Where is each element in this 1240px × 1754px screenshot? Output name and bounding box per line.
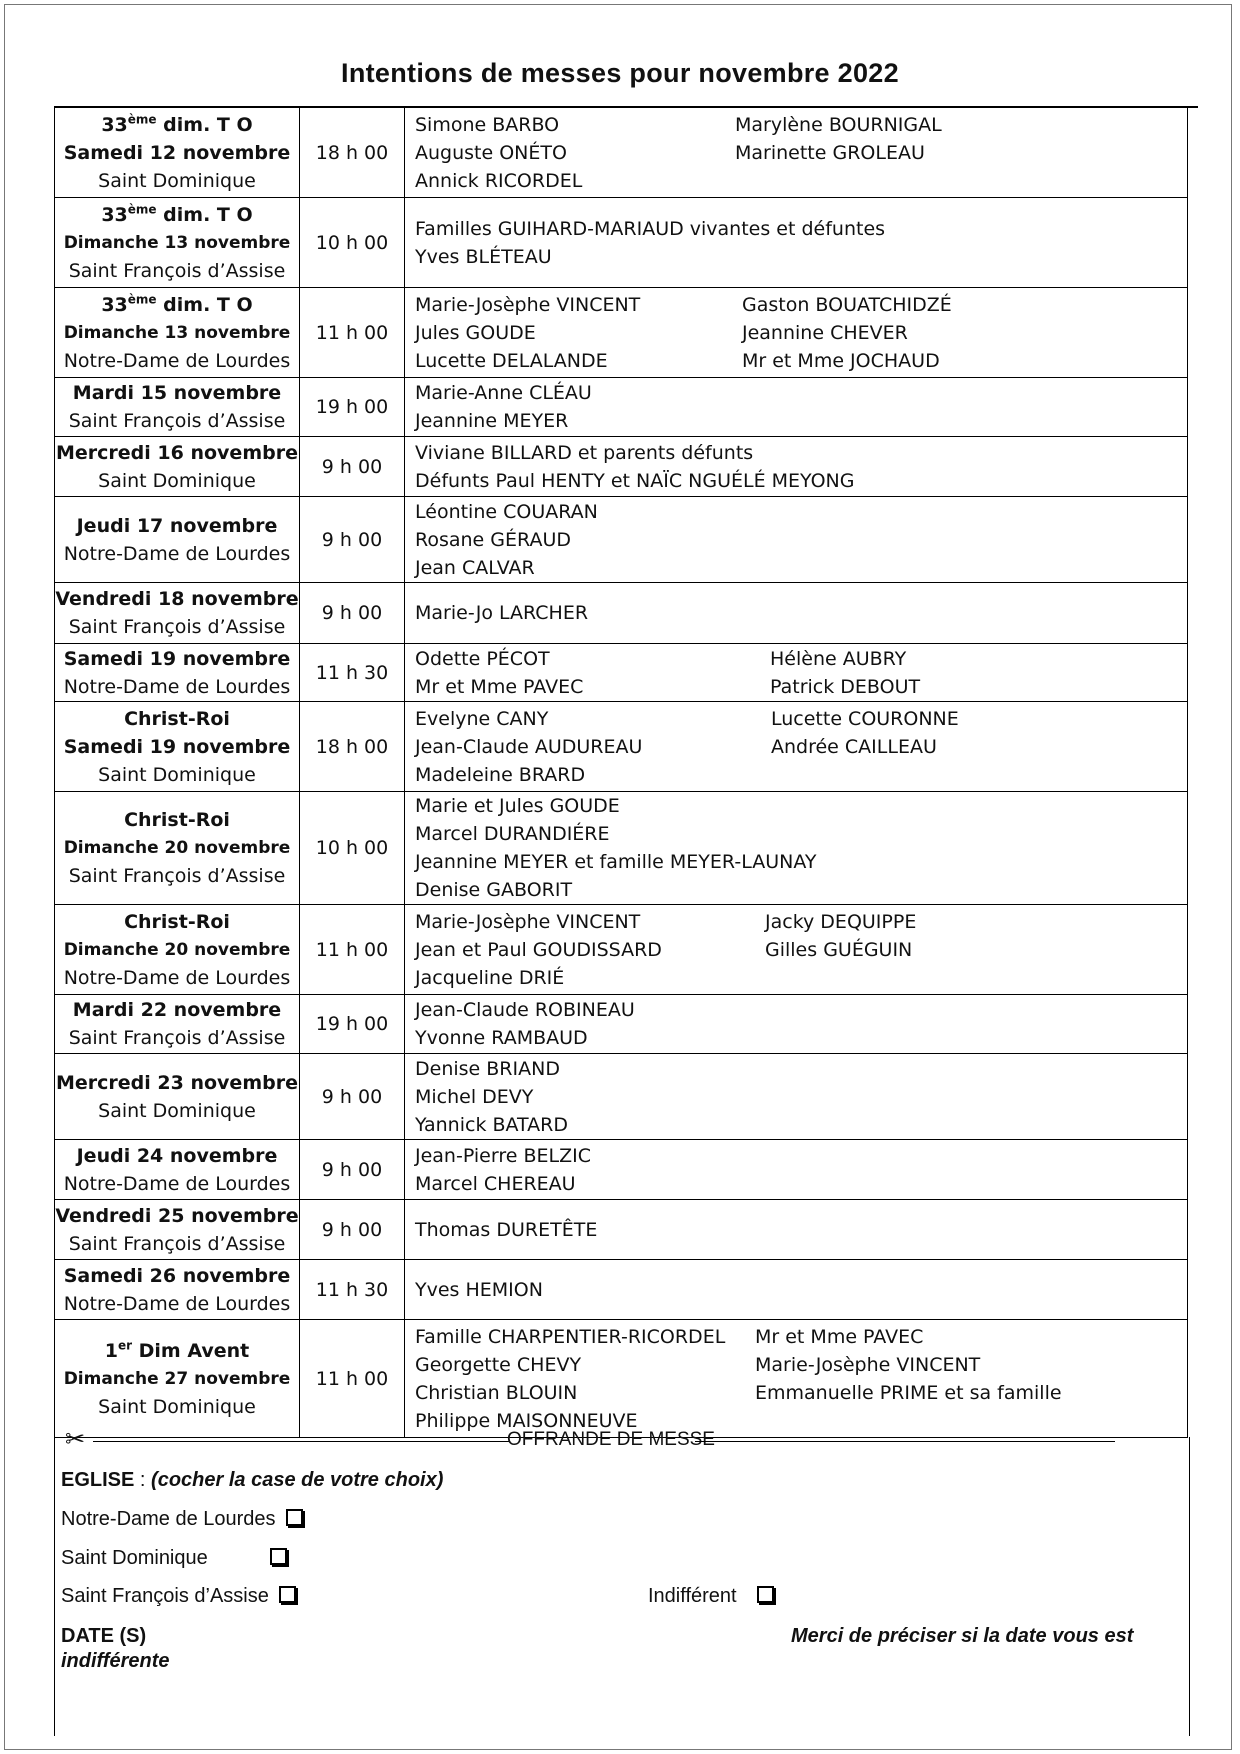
celebration-cell bbox=[55, 1320, 300, 1438]
intentions-cell bbox=[405, 792, 1188, 905]
liturgical-title-rest: dim. T O bbox=[156, 113, 253, 136]
celebration-cell bbox=[55, 995, 300, 1054]
church-name: Saint Dominique bbox=[98, 469, 256, 492]
mass-time: 11 h 00 bbox=[300, 288, 405, 378]
liturgical-title-main: 33 bbox=[101, 113, 128, 136]
intention-name: Jeannine CHEVER bbox=[742, 321, 908, 344]
intention-name: Lucette DELALANDE bbox=[415, 349, 608, 372]
schedule-row bbox=[55, 583, 1188, 644]
mass-date: Dimanche 20 novembre bbox=[63, 838, 291, 858]
intentions-cell bbox=[405, 644, 1188, 702]
intention-name: Marie-Jo LARCHER bbox=[415, 602, 589, 624]
option-label: Saint François d’Assise bbox=[61, 1585, 269, 1607]
option-notre-dame[interactable] bbox=[61, 1508, 303, 1531]
intention-name: Jacky DEQUIPPE bbox=[765, 910, 917, 933]
intentions-left-column bbox=[415, 1055, 568, 1139]
liturgical-title-sup: ème bbox=[127, 202, 157, 217]
intention-name: Jean et Paul GOUDISSARD bbox=[415, 938, 662, 961]
offering-heading: OFFRANDE DE MESSE bbox=[507, 1429, 715, 1450]
schedule-row bbox=[55, 792, 1188, 905]
mass-time: 19 h 00 bbox=[300, 378, 405, 437]
intentions-left-column bbox=[415, 498, 598, 582]
mass-date: Samedi 19 novembre bbox=[63, 647, 291, 670]
option-saint-francois[interactable] bbox=[61, 1585, 296, 1608]
church-label-line bbox=[61, 1469, 443, 1492]
celebration-cell bbox=[55, 198, 300, 288]
mass-date: Dimanche 13 novembre bbox=[63, 322, 291, 343]
intentions-cell bbox=[405, 702, 1188, 792]
intention-name: Georgette CHEVY bbox=[415, 1353, 582, 1376]
intention-names bbox=[415, 705, 1187, 789]
celebration-cell bbox=[55, 1260, 300, 1320]
intentions-cell bbox=[405, 1054, 1188, 1140]
intention-name: Marcel DURANDIÉRE bbox=[415, 823, 610, 845]
church-name: Notre-Dame de Lourdes bbox=[63, 1172, 291, 1195]
intention-name: Jean-Pierre BELZIC bbox=[415, 1144, 591, 1167]
church-name: Saint Dominique bbox=[98, 169, 256, 192]
liturgical-title-main: Christ-Roi bbox=[124, 707, 230, 730]
intention-names bbox=[415, 215, 1187, 271]
celebration-cell bbox=[55, 378, 300, 437]
celebration-cell bbox=[55, 288, 300, 378]
date-note: Merci de préciser si la date vous est bbox=[791, 1625, 1134, 1647]
intentions-right-column bbox=[771, 705, 959, 789]
schedule-row bbox=[55, 1320, 1188, 1438]
intentions-cell bbox=[405, 1260, 1188, 1320]
intention-name: Hélène AUBRY bbox=[770, 647, 907, 670]
intentions-left-column bbox=[415, 645, 770, 701]
mass-time: 10 h 00 bbox=[300, 198, 405, 288]
intentions-left-column bbox=[415, 996, 635, 1052]
intentions-left-column bbox=[415, 1323, 755, 1435]
liturgical-title bbox=[55, 908, 299, 936]
intentions-left-column bbox=[415, 291, 742, 375]
liturgical-title-sup: ème bbox=[127, 292, 157, 307]
mass-time: 11 h 30 bbox=[300, 1260, 405, 1320]
intentions-cell bbox=[405, 1140, 1188, 1200]
mass-time: 9 h 00 bbox=[300, 583, 405, 644]
mass-time: 19 h 00 bbox=[300, 995, 405, 1054]
mass-time: 18 h 00 bbox=[300, 702, 405, 792]
schedule-row bbox=[55, 198, 1188, 288]
date-note-end: indifférente bbox=[61, 1650, 170, 1672]
church-name: Saint Dominique bbox=[98, 763, 256, 786]
intentions-left-column bbox=[415, 439, 854, 495]
intention-name: Marylène BOURNIGAL bbox=[735, 113, 942, 136]
intention-name: Gaston BOUATCHIDZÉ bbox=[742, 293, 952, 316]
schedule-row bbox=[55, 378, 1188, 437]
intention-names bbox=[415, 379, 1187, 435]
church-name: Notre-Dame de Lourdes bbox=[63, 966, 291, 989]
intention-names bbox=[415, 291, 1187, 375]
offering-form bbox=[54, 1426, 1190, 1736]
intentions-cell bbox=[405, 378, 1188, 437]
intention-name: Marie-Josèphe VINCENT bbox=[755, 1353, 981, 1376]
church-name: Saint François d’Assise bbox=[68, 1232, 286, 1255]
mass-date: Samedi 12 novembre bbox=[63, 141, 291, 164]
church-name: Saint Dominique bbox=[98, 1099, 256, 1122]
liturgical-title bbox=[55, 291, 299, 319]
intention-name: Yannick BATARD bbox=[415, 1113, 569, 1136]
intention-name: Mr et Mme JOCHAUD bbox=[742, 349, 940, 372]
intention-name: Rosane GÉRAUD bbox=[415, 528, 571, 551]
schedule-row bbox=[55, 1054, 1188, 1140]
intention-name: Jean CALVAR bbox=[415, 556, 535, 579]
intention-name: Marie et Jules GOUDE bbox=[415, 795, 620, 817]
schedule-row bbox=[55, 905, 1188, 995]
liturgical-title bbox=[55, 201, 299, 229]
church-name: Saint François d’Assise bbox=[68, 259, 286, 282]
schedule-row bbox=[55, 108, 1188, 198]
mass-date: Mercredi 16 novembre bbox=[56, 441, 298, 464]
liturgical-title-main: 33 bbox=[101, 203, 128, 226]
intention-name: Marie-Josèphe VINCENT bbox=[415, 293, 641, 316]
mass-date: Dimanche 27 novembre bbox=[63, 1368, 291, 1389]
intentions-cell bbox=[405, 995, 1188, 1054]
schedule-row bbox=[55, 497, 1188, 583]
option-indifferent[interactable] bbox=[648, 1585, 774, 1608]
schedule-row bbox=[55, 288, 1188, 378]
intention-name: Annick RICORDEL bbox=[415, 169, 583, 192]
intention-name: Jules GOUDE bbox=[415, 321, 536, 344]
option-label: Indifférent bbox=[648, 1585, 737, 1607]
mass-time: 11 h 00 bbox=[300, 905, 405, 995]
cut-line-left bbox=[93, 1441, 509, 1442]
mass-time: 11 h 00 bbox=[300, 1320, 405, 1438]
schedule-row bbox=[55, 437, 1188, 497]
intention-name: Mr et Mme PAVEC bbox=[755, 1325, 924, 1348]
option-label: Notre-Dame de Lourdes bbox=[61, 1508, 276, 1530]
mass-date: Samedi 19 novembre bbox=[63, 735, 291, 758]
intention-names bbox=[415, 599, 1187, 627]
celebration-cell bbox=[55, 497, 300, 583]
intention-name: Jean-Claude ROBINEAU bbox=[415, 999, 635, 1021]
intentions-right-column bbox=[735, 111, 942, 195]
intention-name: Défunts Paul HENTY et NAÏC NGUÉLÉ MEYONG bbox=[415, 469, 855, 492]
intention-names bbox=[415, 996, 1187, 1052]
intention-names bbox=[415, 1323, 1187, 1435]
intention-name: Marie-Anne CLÉAU bbox=[415, 382, 592, 404]
intention-name: Léontine COUARAN bbox=[415, 500, 598, 523]
intention-name: Marcel CHEREAU bbox=[415, 1172, 576, 1195]
liturgical-title-rest: Dim Avent bbox=[132, 1339, 250, 1362]
mass-time: 18 h 00 bbox=[300, 108, 405, 198]
intention-names bbox=[415, 908, 1187, 992]
intentions-cell bbox=[405, 1200, 1188, 1260]
celebration-cell bbox=[55, 792, 300, 905]
intentions-right-column bbox=[742, 291, 952, 375]
intention-name: Yves BLÉTEAU bbox=[415, 245, 552, 268]
intention-name: Andrée CAILLEAU bbox=[771, 735, 937, 758]
intentions-cell bbox=[405, 583, 1188, 644]
intention-name: Yvonne RAMBAUD bbox=[415, 1027, 588, 1049]
intentions-cell bbox=[405, 905, 1188, 995]
liturgical-title bbox=[55, 1337, 299, 1365]
intention-names bbox=[415, 1055, 1187, 1139]
intentions-left-column bbox=[415, 705, 771, 789]
intention-names bbox=[415, 645, 1187, 701]
liturgical-title-main: Christ-Roi bbox=[124, 910, 230, 933]
intentions-left-column bbox=[415, 379, 592, 435]
intention-name: Yves HEMION bbox=[415, 1278, 543, 1301]
liturgical-title bbox=[55, 806, 299, 834]
intention-name: Jeannine MEYER bbox=[415, 410, 569, 432]
mass-schedule-table bbox=[54, 107, 1188, 1438]
schedule-row bbox=[55, 702, 1188, 792]
intentions-left-column bbox=[415, 1216, 597, 1244]
liturgical-title-sup: er bbox=[117, 1338, 133, 1353]
mass-date: Mercredi 23 novembre bbox=[56, 1071, 298, 1094]
intention-name: Famille CHARPENTIER-RICORDEL bbox=[415, 1325, 726, 1348]
intention-name: Marie-Josèphe VINCENT bbox=[415, 910, 641, 933]
schedule-row bbox=[55, 995, 1188, 1054]
intentions-cell bbox=[405, 288, 1188, 378]
mass-date: Jeudi 24 novembre bbox=[76, 1144, 278, 1167]
checkbox[interactable] bbox=[286, 1509, 303, 1526]
intentions-left-column bbox=[415, 792, 816, 904]
mass-time: 10 h 00 bbox=[300, 792, 405, 905]
celebration-cell bbox=[55, 437, 300, 497]
church-name: Saint François d’Assise bbox=[68, 616, 286, 638]
checkbox[interactable] bbox=[279, 1586, 296, 1603]
page-title: Intentions de messes pour novembre 2022 bbox=[341, 58, 899, 88]
scissors-icon: ✂ bbox=[65, 1426, 86, 1453]
celebration-cell bbox=[55, 1140, 300, 1200]
intention-name: Madeleine BRARD bbox=[415, 763, 586, 786]
intention-name: Christian BLOUIN bbox=[415, 1381, 578, 1404]
intention-names bbox=[415, 1276, 1187, 1304]
liturgical-title-sup: ème bbox=[127, 112, 157, 127]
mass-date: Mardi 15 novembre bbox=[72, 382, 282, 404]
liturgical-title-main: 33 bbox=[101, 293, 128, 316]
intention-name: Mr et Mme PAVEC bbox=[415, 675, 584, 698]
schedule-row bbox=[55, 1260, 1188, 1320]
mass-time: 9 h 00 bbox=[300, 1200, 405, 1260]
intention-name: Philippe MAISONNEUVE bbox=[415, 1409, 638, 1432]
intentions-left-column bbox=[415, 215, 885, 271]
option-saint-dominique[interactable] bbox=[61, 1547, 287, 1570]
intentions-right-column bbox=[755, 1323, 1062, 1435]
intention-name: Familles GUIHARD-MARIAUD vivantes et défuntes bbox=[415, 217, 886, 240]
schedule-row bbox=[55, 1200, 1188, 1260]
date-label: DATE (S) bbox=[61, 1625, 147, 1647]
intention-name: Auguste ONÉTO bbox=[415, 141, 567, 164]
celebration-cell bbox=[55, 905, 300, 995]
church-name: Notre-Dame de Lourdes bbox=[63, 542, 291, 565]
intention-name: Patrick DEBOUT bbox=[770, 675, 921, 698]
option-label: Saint Dominique bbox=[61, 1547, 208, 1569]
intention-name: Thomas DURETÊTE bbox=[415, 1218, 598, 1241]
church-name: Saint François d’Assise bbox=[68, 410, 286, 432]
intentions-left-column bbox=[415, 111, 735, 195]
intention-name: Odette PÉCOT bbox=[415, 647, 550, 670]
intention-names bbox=[415, 792, 1187, 904]
mass-date: Mardi 22 novembre bbox=[72, 999, 282, 1021]
intention-names bbox=[415, 1142, 1187, 1198]
church-name: Saint François d’Assise bbox=[68, 1027, 286, 1049]
celebration-cell bbox=[55, 644, 300, 702]
celebration-cell bbox=[55, 1200, 300, 1260]
liturgical-title bbox=[55, 705, 299, 733]
liturgical-title-main: Christ-Roi bbox=[124, 809, 230, 831]
intentions-cell bbox=[405, 108, 1188, 198]
intention-name: Marinette GROLEAU bbox=[735, 141, 925, 164]
mass-date: Vendredi 18 novembre bbox=[55, 588, 299, 610]
mass-time: 9 h 00 bbox=[300, 437, 405, 497]
intentions-left-column bbox=[415, 908, 765, 992]
church-label: EGLISE bbox=[61, 1469, 135, 1491]
church-name: Notre-Dame de Lourdes bbox=[63, 675, 291, 698]
mass-date: Vendredi 25 novembre bbox=[55, 1204, 299, 1227]
intentions-right-column bbox=[770, 645, 920, 701]
cut-line-right bbox=[695, 1441, 1115, 1442]
mass-time: 9 h 00 bbox=[300, 1140, 405, 1200]
intentions-cell bbox=[405, 497, 1188, 583]
mass-date: Samedi 26 novembre bbox=[63, 1264, 291, 1287]
church-name: Notre-Dame de Lourdes bbox=[63, 349, 291, 372]
church-name: Saint François d’Assise bbox=[68, 865, 286, 887]
checkbox[interactable] bbox=[270, 1548, 287, 1565]
liturgical-title-rest: dim. T O bbox=[156, 203, 253, 226]
mass-date: Jeudi 17 novembre bbox=[76, 514, 278, 537]
liturgical-title-main: 1 bbox=[104, 1339, 118, 1362]
intention-name: Jean-Claude AUDUREAU bbox=[415, 735, 643, 758]
intentions-left-column bbox=[415, 1142, 591, 1198]
intention-name: Simone BARBO bbox=[415, 113, 560, 136]
celebration-cell bbox=[55, 108, 300, 198]
intention-name: Lucette COURONNE bbox=[771, 707, 959, 730]
intention-names bbox=[415, 439, 1187, 495]
intention-name: Jacqueline DRIÉ bbox=[415, 966, 565, 989]
checkbox[interactable] bbox=[757, 1586, 774, 1603]
intention-names bbox=[415, 498, 1187, 582]
intention-name: Denise BRIAND bbox=[415, 1057, 560, 1080]
church-name: Saint Dominique bbox=[98, 1395, 256, 1418]
mass-date: Dimanche 13 novembre bbox=[63, 232, 291, 253]
intention-name: Gilles GUÉGUIN bbox=[765, 938, 913, 961]
liturgical-title-rest: dim. T O bbox=[156, 293, 253, 316]
celebration-cell bbox=[55, 583, 300, 644]
church-name: Notre-Dame de Lourdes bbox=[63, 1292, 291, 1315]
intention-name: Viviane BILLARD et parents défunts bbox=[415, 441, 754, 464]
schedule-row bbox=[55, 1140, 1188, 1200]
intention-names bbox=[415, 1216, 1187, 1244]
intentions-cell bbox=[405, 198, 1188, 288]
intention-name: Michel DEVY bbox=[415, 1085, 534, 1108]
intentions-right-column bbox=[765, 908, 916, 992]
intentions-cell bbox=[405, 437, 1188, 497]
intention-name: Emmanuelle PRIME et sa famille bbox=[755, 1381, 1062, 1404]
mass-date: Dimanche 20 novembre bbox=[63, 939, 291, 960]
intentions-left-column bbox=[415, 599, 588, 627]
schedule-row bbox=[55, 644, 1188, 702]
mass-time: 9 h 00 bbox=[300, 497, 405, 583]
intentions-left-column bbox=[415, 1276, 543, 1304]
church-sep: : bbox=[134, 1469, 152, 1491]
intention-name: Jeannine MEYER et famille MEYER-LAUNAY bbox=[415, 851, 817, 873]
mass-time: 9 h 00 bbox=[300, 1054, 405, 1140]
celebration-cell bbox=[55, 702, 300, 792]
intention-names bbox=[415, 111, 1187, 195]
celebration-cell bbox=[55, 1054, 300, 1140]
intention-name: Denise GABORIT bbox=[415, 879, 573, 901]
church-hint: (cocher la case de votre choix) bbox=[151, 1469, 444, 1491]
liturgical-title bbox=[55, 111, 299, 139]
mass-time: 11 h 30 bbox=[300, 644, 405, 702]
intentions-cell bbox=[405, 1320, 1188, 1438]
intention-name: Evelyne CANY bbox=[415, 707, 549, 730]
